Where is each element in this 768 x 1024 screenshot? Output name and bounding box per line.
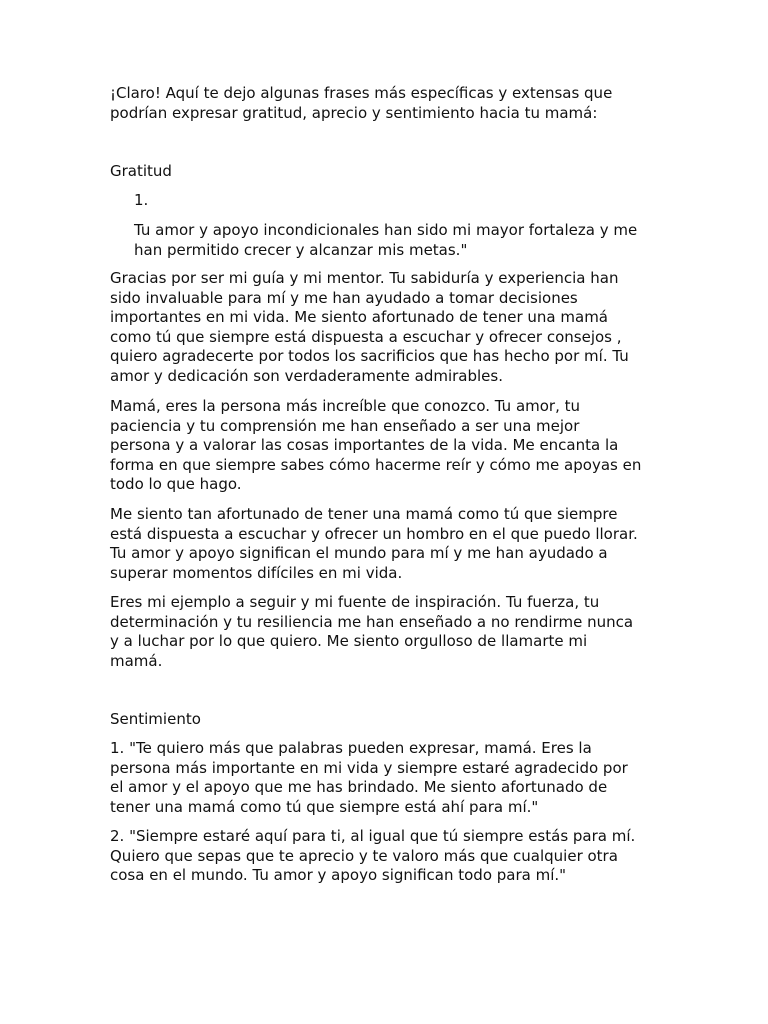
gratitud-paragraph-1: Gracias por ser mi guía y mi mentor. Tu sabiduría y experiencia han sido invaluable para mí y me han ayudado a tomar decisiones importantes en mi vida. Me siento afortunado de tener una mamá como tú que siempre está dispuesta a escuchar y ofrecer consejos , quiero agradecerte por todos los sacrificios que has hecho por mí. Tu amor y dedicación son verdaderamente admirables. — [110, 269, 629, 385]
intro-paragraph: ¡Claro! Aquí te dejo algunas frases más específicas y extensas que podrían expresar gratitud, aprecio y sentimiento hacia tu mamá: — [110, 84, 613, 122]
heading-sentimiento: Sentimiento — [110, 710, 201, 728]
sentimiento-item-1: 1. "Te quiero más que palabras pueden expresar, mamá. Eres la persona más importante en mi vida y siempre estaré agradecido por el amor y el apoyo que me has brindado. Me siento afortunado de tener una mamá como tú que siempre está ahí para mí." — [110, 739, 628, 816]
gratitud-paragraph-2: Mamá, eres la persona más increíble que conozco. Tu amor, tu paciencia y tu comprensión me han enseñado a ser una mejor persona y a valorar las cosas importantes de la vida. Me encanta la forma en que siempre sabes cómo hacerme reír y cómo me apoyas en todo lo que hago. — [110, 397, 642, 494]
heading-gratitud: Gratitud — [110, 162, 172, 180]
gratitud-paragraph-3: Me siento tan afortunado de tener una mamá como tú que siempre está dispuesta a escuchar y ofrecer un hombro en el que puedo llorar. Tu amor y apoyo significan el mundo para mí y me han ayudado a superar momentos difíciles en mi vida. — [110, 505, 638, 582]
gratitud-paragraph-4: Eres mi ejemplo a seguir y mi fuente de inspiración. Tu fuerza, tu determinación y tu resiliencia me han enseñado a no rendirme nunca y a luchar por lo que quiero. Me siento orgulloso de llamarte mi mamá. — [110, 593, 634, 670]
list-number-1: 1. — [134, 191, 149, 209]
list-item-1: Tu amor y apoyo incondicionales han sido mi mayor fortaleza y me han permitido crecer y alcanzar mis metas." — [134, 221, 638, 259]
sentimiento-item-2: 2. "Siempre estaré aquí para ti, al igual que tú siempre estás para mí. Quiero que sepas que te aprecio y te valoro más que cualquier otra cosa en el mundo. Tu amor y apoyo significan todo para mí." — [110, 827, 636, 885]
